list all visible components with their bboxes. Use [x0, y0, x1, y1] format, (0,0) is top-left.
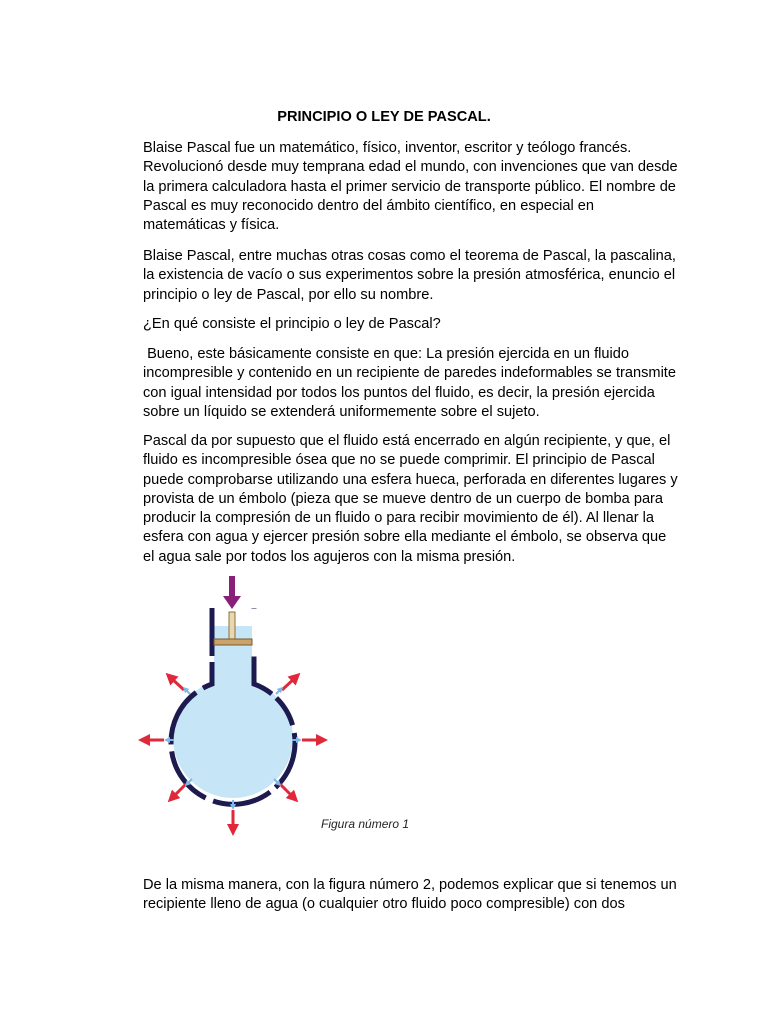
paragraph-6: De la misma manera, con la figura número 2, podemos explicar que si tenemos un recipiente lleno de agua (o cualquier otro fluido poco compresible) con dos [143, 877, 677, 913]
force-arrow-icon [223, 576, 241, 609]
paragraph-4: Bueno, este básicamente consiste en que: La presión ejercida en un fluido incompresible y contenido en un recipiente de paredes indeformables se transmite con igual intensidad por todos los puntos del fluido, es decir, la presión ejercida sobre un líquido se extenderá uniformemente sobre el sujeto. [143, 346, 676, 420]
outflow-arrow-icon [170, 677, 184, 690]
outflow-arrow-icon [280, 784, 294, 798]
outflow-arrow-icon [172, 784, 186, 798]
paragraph-2: Blaise Pascal, entre muchas otras cosas como el teorema de Pascal, la pascalina, la existencia de vacío o sus experimentos sobre la presión atmosférica, enuncio el principio o ley de Pascal, por ello su nombre. [143, 248, 676, 303]
pascal-sphere-figure [130, 572, 340, 836]
paragraph-3-question: ¿En qué consiste el principio o ley de Pascal? [143, 316, 441, 332]
outflow-arrow-icon [282, 677, 296, 690]
paragraph-1: Blaise Pascal fue un matemático, físico, inventor, escritor y teólogo francés. Revolucionó desde muy temprana edad el mundo, con invenciones que van desde la primera calculadora hasta el primer servicio de transporte público. El nombre de Pascal es muy reconocido dentro del ámbito científico, en especial en matemáticas y física. [143, 140, 678, 234]
paragraph-5: Pascal da por supuesto que el fluido está encerrado en algún recipiente, y que, el fluido es incompresible ósea que no se puede comprimir. El principio de Pascal puede comprobarse utilizando una esfera hueca, perforada en diferentes lugares y provista de un émbolo (pieza que se mueve dentro de un cuerpo de bomba para producir la compresión de un fluido o para recibir movimiento de él). Al llenar la esfera con agua y ejercer presión sobre ella mediante el émbolo, se observa que el agua sale por todos los agujeros con la misma presión. [143, 433, 678, 565]
water-volume [173, 626, 293, 798]
document-title: PRINCIPIO O LEY DE PASCAL. [277, 109, 491, 125]
figure-caption: Figura número 1 [321, 817, 410, 831]
